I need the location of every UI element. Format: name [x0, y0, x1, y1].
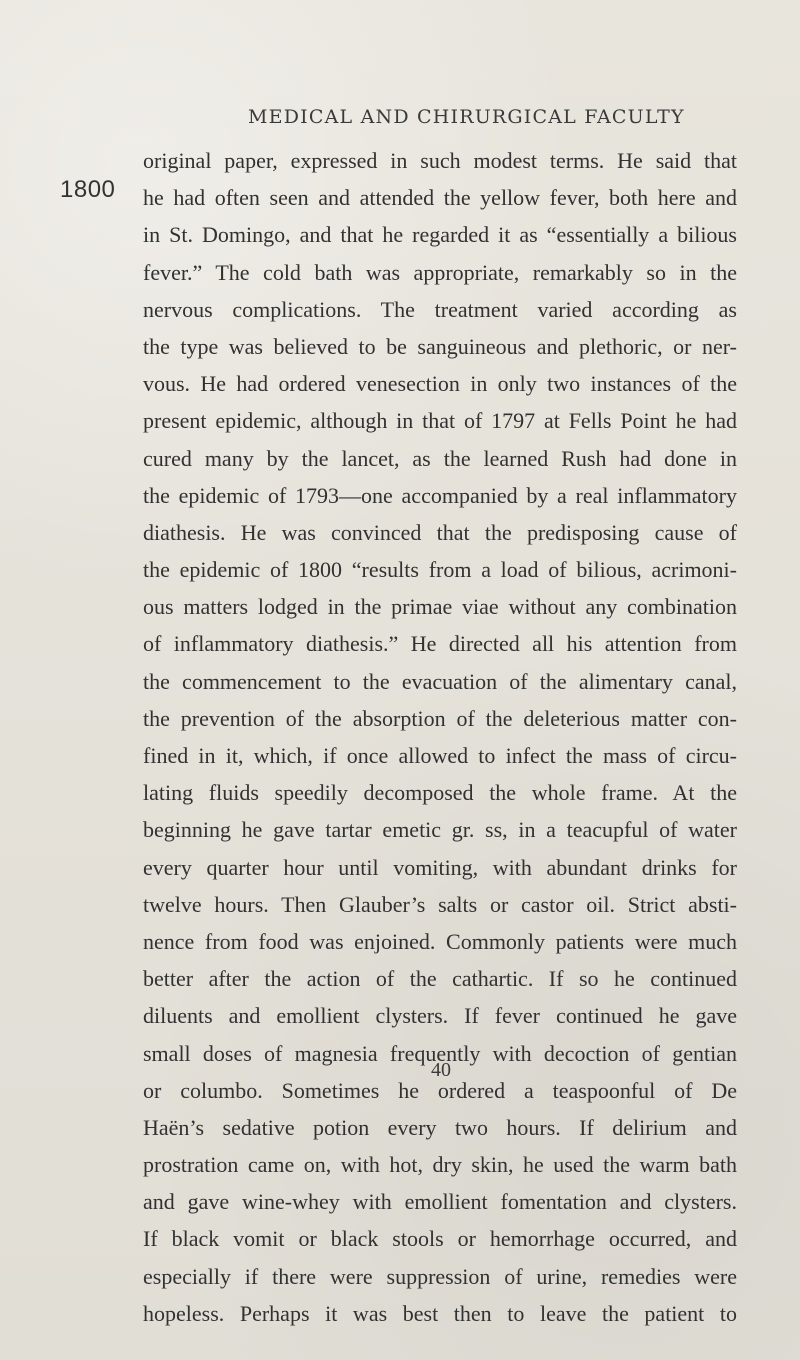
- text-line: the prevention of the absorption of the deleterious matter con-: [143, 705, 737, 731]
- text-line: every quarter hour until vomiting, with abundant drinks for: [143, 854, 737, 880]
- text-line: vous. He had ordered venesection in only two instances of the: [143, 371, 737, 397]
- running-header: MEDICAL AND CHIRURGICAL FACULTY: [248, 106, 685, 128]
- text-line: diathesis. He was convinced that the predisposing cause of: [143, 519, 737, 545]
- text-line: twelve hours. Then Glauber’s salts or castor oil. Strict absti-: [143, 891, 737, 917]
- text-line: especially if there were suppression of urine, remedies were: [143, 1263, 737, 1289]
- text-line: nence from food was enjoined. Commonly patients were much: [143, 928, 737, 954]
- text-line: cured many by the lancet, as the learned Rush had done in: [143, 445, 737, 471]
- margin-year: 1800: [60, 176, 116, 203]
- text-line: the epidemic of 1793—one accompanied by a real inflammatory: [143, 482, 737, 508]
- text-line: ous matters lodged in the primae viae without any combination: [143, 594, 737, 620]
- text-line: better after the action of the cathartic. If so he continued: [143, 966, 737, 992]
- text-line: diluents and emollient clysters. If fever continued he gave: [143, 1003, 737, 1029]
- text-line: fever.” The cold bath was appropriate, remarkably so in the: [143, 259, 737, 285]
- text-line: nervous complications. The treatment varied according as: [143, 296, 737, 322]
- text-line: small doses of magnesia frequently with decoction of gentian: [143, 1040, 737, 1066]
- text-line: beginning he gave tartar emetic gr. ss, in a teacupful of water: [143, 817, 737, 843]
- text-line: the type was believed to be sanguineous and plethoric, or ner-: [143, 333, 737, 359]
- text-line: in St. Domingo, and that he regarded it as “essentially a bilious: [143, 222, 737, 248]
- text-line: lating fluids speedily decomposed the whole frame. At the: [143, 780, 737, 806]
- text-line: he had often seen and attended the yellow fever, both here and: [143, 185, 737, 211]
- text-line: the commencement to the evacuation of the alimentary canal,: [143, 668, 737, 694]
- text-line: original paper, expressed in such modest terms. He said that: [143, 148, 737, 173]
- text-line: prostration came on, with hot, dry skin, he used the warm bath: [143, 1152, 737, 1178]
- text-line: or columbo. Sometimes he ordered a teaspoonful of De: [143, 1077, 737, 1103]
- body-text: [143, 142, 737, 1332]
- page-number: 40: [431, 1059, 451, 1081]
- text-line: and gave wine-whey with emollient fomentation and clysters.: [143, 1189, 737, 1215]
- text-line: the epidemic of 1800 “results from a load of bilious, acrimoni-: [143, 557, 737, 583]
- text-line: If black vomit or black stools or hemorrhage occurred, and: [143, 1226, 737, 1252]
- text-line: present epidemic, although in that of 1797 at Fells Point he had: [143, 408, 737, 434]
- text-line: hopeless. Perhaps it was best then to leave the patient to: [143, 1300, 737, 1326]
- text-line: of inflammatory diathesis.” He directed all his attention from: [143, 631, 737, 657]
- text-line: fined in it, which, if once allowed to infect the mass of circu-: [143, 743, 737, 768]
- text-line: Haën’s sedative potion every two hours. If delirium and: [143, 1114, 737, 1140]
